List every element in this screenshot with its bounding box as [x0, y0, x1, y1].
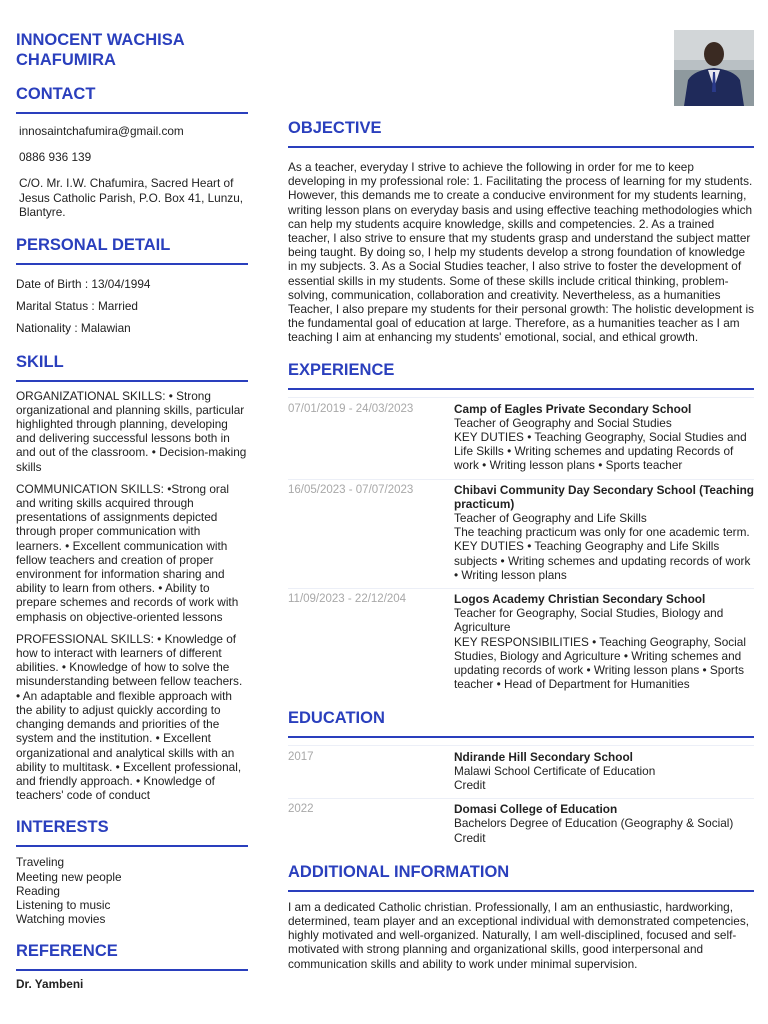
interest-item: Meeting new people: [16, 869, 122, 884]
left-column: [16, 30, 248, 992]
objective-title: OBJECTIVE: [288, 119, 382, 137]
education-grade: Credit: [454, 777, 486, 792]
experience-desc: KEY RESPONSIBILITIES • Teaching Geography, Social Studies, Biology and Agriculture • Writing schemes and updating records of work • Writing lesson plans • Sports teacher • Head of Department for Humanities: [454, 634, 746, 692]
education-degree: Malawi School Certificate of Education: [454, 763, 656, 778]
education-year: 2017: [288, 750, 314, 763]
experience-dates: 16/05/2023 - 07/07/2023: [288, 483, 414, 496]
divider: [288, 146, 754, 148]
nationality-text: Nationality : Malawian: [16, 321, 131, 336]
education-school: Domasi College of Education: [454, 802, 618, 817]
divider: [16, 380, 248, 382]
dob-text: Date of Birth : 13/04/1994: [16, 277, 151, 292]
interest-item: Reading: [16, 883, 60, 898]
personal-title: PERSONAL DETAIL: [16, 236, 171, 255]
candidate-name: INNOCENT WACHISA CHAFUMIRA: [16, 31, 185, 69]
reference-name: Dr. Yambeni: [16, 977, 84, 992]
skill-section: [16, 352, 248, 803]
interest-item: Traveling: [16, 855, 65, 870]
divider: [288, 479, 754, 480]
divider: [288, 890, 754, 892]
divider: [16, 112, 248, 114]
experience-role: Teacher of Geography and Life Skills: [454, 511, 647, 526]
phone-text[interactable]: 0886 936 139: [19, 150, 92, 165]
divider: [288, 736, 754, 738]
contact-section: [16, 84, 248, 219]
objective-text: As a teacher, everyday I strive to achieve the following in order for me to keep developing in my professional role: 1. Facilitating the process of learning for my students. However, this demands me to create a conducive environment for my students learning, writing lesson plans on everyday basis and using effective teaching methodologies which can help my students acquire knowledge, skills and competencies. 2. As a trained teacher, I also strive to ensure that my students grasp and understand the subject matter being taught. By doing so, I help my students develop a strong foundation of knowledge in my subjects. 3. As a Social Studies teacher, I also strive to foster the development of essential skills in my students. Some of these skills include critical thinking, problem-solving, communication, collaboration and creativity. Nevertheless, as a humanities Teacher, I also prepare my students for their personal growth: The holistic development is the fundamental goal of education at large. Therefore, as a humanities teacher as I am teaching I aim at enhancing my students' emotional, social, and ethical growth.: [288, 160, 754, 345]
additional-section: [288, 862, 754, 971]
interest-item: Watching movies: [16, 912, 106, 927]
divider: [16, 969, 248, 971]
education-section: [288, 708, 754, 845]
divider: [288, 588, 754, 589]
reference-title: REFERENCE: [16, 942, 118, 961]
education-title: EDUCATION: [288, 708, 385, 727]
profile-photo: [674, 30, 754, 106]
additional-title: ADDITIONAL INFORMATION: [288, 862, 510, 881]
experience-item: [288, 483, 754, 582]
interests-title: INTERESTS: [16, 818, 109, 837]
contact-title: CONTACT: [16, 85, 96, 103]
skill-item: ORGANIZATIONAL SKILLS: • Strong organizational and planning skills, particular highlighted through planning, developing and delivering successful lessons both in and out of the classroom. • Decision-making skills: [16, 388, 247, 474]
reference-section: [16, 941, 248, 991]
divider: [288, 388, 754, 390]
interests-section: [16, 817, 248, 926]
experience-item: [288, 592, 754, 691]
education-item: [288, 750, 754, 793]
additional-text: I am a dedicated Catholic christian. Professionally, I am an enthusiastic, hardworking, determined, team player and an exceptional individual with demonstrated competencies, highly motivated and well-organized. Naturally, I am well-disciplined, focused and self-motivated with strong planning and organizational skills, good interpersonal and communication skills and ability to work under minimal supervision.: [288, 899, 750, 971]
experience-desc: KEY DUTIES • Teaching Geography, Social Studies and Life Skills • Writing schemes and updating Records of work • Writing lesson plans • Sports teacher: [454, 430, 747, 473]
objective-section: [288, 118, 754, 345]
divider: [288, 745, 754, 746]
experience-dates: 11/09/2023 - 22/12/204: [288, 593, 407, 606]
person-photo-icon: [674, 30, 754, 106]
education-item: [288, 802, 754, 845]
education-school: Ndirande Hill Secondary School: [454, 749, 633, 764]
email-text[interactable]: innosaintchafumira@gmail.com: [19, 124, 184, 138]
experience-item: [288, 402, 754, 473]
experience-role: Teacher of Geography and Social Studies: [454, 415, 672, 430]
skill-item: PROFESSIONAL SKILLS: • Knowledge of how to interact with learners of different abilities. • Knowledge of how to solve the misunderstanding between fellow teachers. • An adaptable and flexible approach with the ability to adjust quickly according to changing demands and priorities of the system and the institution. • Excellent organizational and analytical skills with an ability to multitask. • Excellent professional, and friendly approach. • Knowledge of teachers' code of conduct: [16, 631, 243, 803]
experience-title: EXPERIENCE: [288, 360, 395, 379]
divider: [288, 798, 754, 799]
experience-org: Logos Academy Christian Secondary School: [454, 592, 706, 607]
right-column: [288, 118, 754, 971]
divider: [288, 397, 754, 398]
experience-desc: The teaching practicum was only for one academic term. KEY DUTIES • Teaching Geography and Life Skills subjects • Writing schemes and updating records of work • Writing lesson plans: [454, 525, 751, 582]
experience-dates: 07/01/2019 - 24/03/2023: [288, 402, 414, 415]
marital-text: Marital Status : Married: [16, 299, 138, 314]
divider: [16, 845, 248, 847]
skill-item: COMMUNICATION SKILLS: •Strong oral and writing skills acquired through presentations of assignments depicted through proper communication with learners. • Excellent communication with fellow teachers and creation of proper environment for information sharing and ability to learn from others. • Ability to prepare schemes and records of work with emphasis on objective-oriented lessons: [16, 481, 239, 624]
experience-role: Teacher for Geography, Social Studies, Biology and Agriculture: [454, 606, 724, 635]
education-grade: Credit: [454, 830, 486, 845]
personal-section: [16, 235, 248, 336]
education-degree: Bachelors Degree of Education (Geography & Social): [454, 816, 734, 831]
education-year: 2022: [288, 803, 314, 816]
address-text: C/O. Mr. I.W. Chafumira, Sacred Heart of Jesus Catholic Parish, P.O. Box 41, Lunzu, Blantyre.: [19, 176, 244, 219]
interest-item: Listening to music: [16, 897, 111, 912]
skill-title: SKILL: [16, 352, 64, 371]
divider: [16, 263, 248, 265]
experience-section: [288, 360, 754, 692]
experience-org: Chibavi Community Day Secondary School (Teaching practicum): [454, 482, 755, 511]
experience-org: Camp of Eagles Private Secondary School: [454, 401, 692, 416]
